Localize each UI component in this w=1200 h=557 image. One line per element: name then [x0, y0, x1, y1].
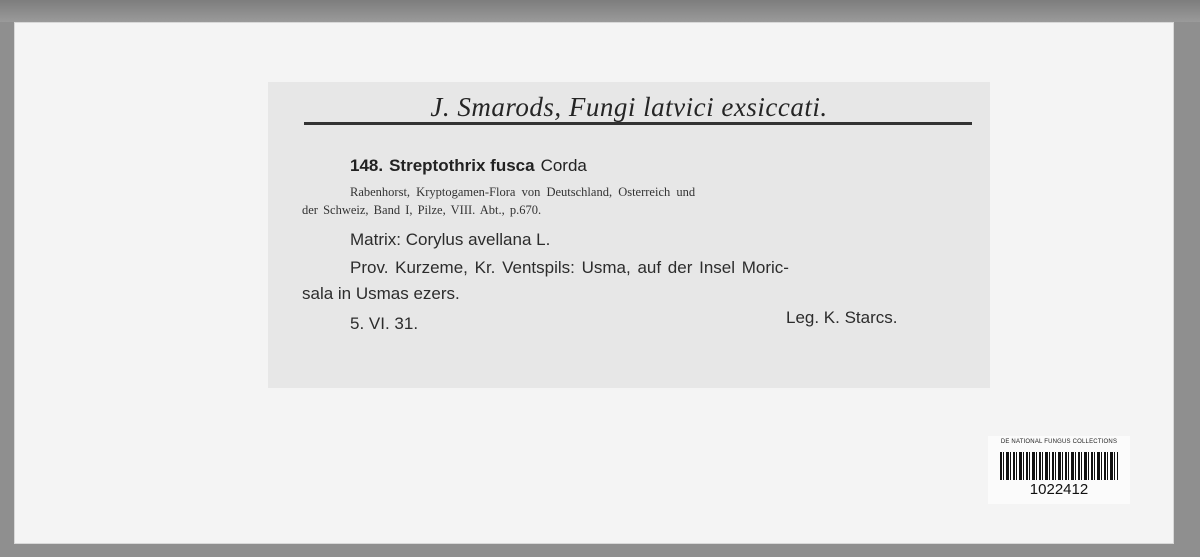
- barcode-icon: [1000, 452, 1118, 480]
- species-name: Streptothrix fusca: [389, 156, 535, 175]
- barcode-label: [988, 436, 1130, 504]
- reference-line-2: der Schweiz, Band I, Pilze, VIII. Abt., p.670.: [302, 203, 542, 217]
- exsiccata-number: 148.: [350, 156, 384, 175]
- provenance-line-2: sala in Usmas ezers.: [302, 284, 460, 303]
- collection-date: 5. VI. 31.: [350, 314, 419, 333]
- specimen-title-line: [350, 156, 587, 176]
- collector-line: Leg. K. Starcs.: [786, 308, 898, 327]
- barcode-title: DE NATIONAL FUNGUS COLLECTIONS: [1000, 439, 1118, 445]
- barcode-number: 1022412: [1029, 481, 1089, 498]
- matrix-line: Matrix: Corylus avellana L.: [350, 230, 551, 249]
- species-author: Corda: [540, 156, 587, 175]
- reference-line-1: Rabenhorst, Kryptogamen-Flora von Deutschland, Osterreich und: [350, 185, 696, 199]
- specimen-label: [268, 82, 990, 388]
- provenance-line-1: Prov. Kurzeme, Kr. Ventspils: Usma, auf der Insel Moric-: [350, 258, 789, 277]
- header-rule: [304, 122, 972, 125]
- scan-background-strip: [0, 0, 1200, 22]
- label-header: J. Smarods, Fungi latvici exsiccati.: [430, 92, 828, 122]
